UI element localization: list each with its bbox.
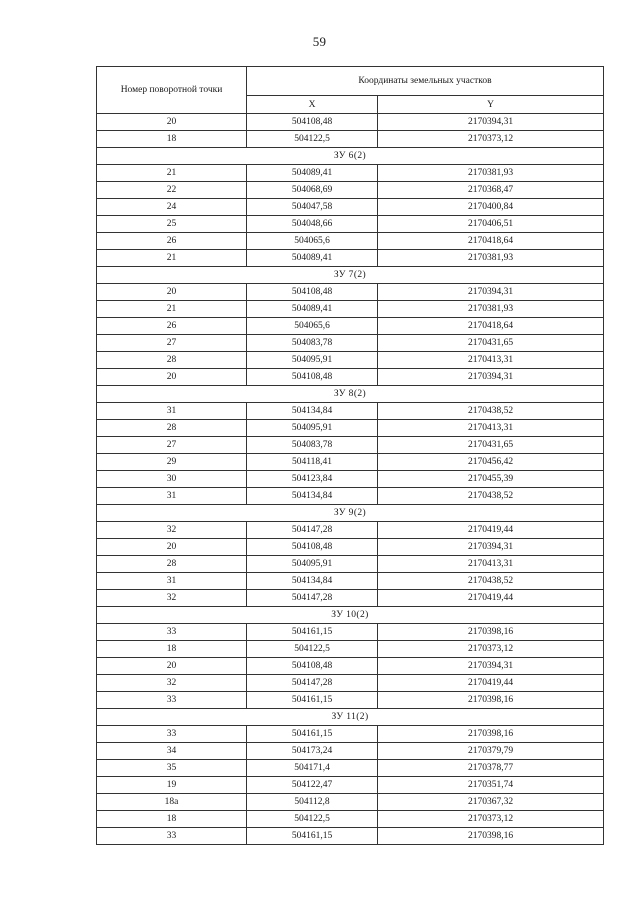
y-coordinate-cell: 2170419,44 [378,590,604,607]
x-coordinate-cell: 504108,48 [247,114,378,131]
point-number-cell: 29 [97,454,247,471]
header-coordinates: Координаты земельных участков [247,67,604,96]
y-coordinate-cell: 2170438,52 [378,488,604,505]
y-coordinate-cell: 2170413,31 [378,556,604,573]
table-row [97,573,604,590]
x-coordinate-cell: 504147,28 [247,590,378,607]
table-row [97,250,604,267]
x-coordinate-cell: 504108,48 [247,369,378,386]
x-coordinate-cell: 504134,84 [247,573,378,590]
table-row [97,182,604,199]
table-row [97,692,604,709]
x-coordinate-cell: 504122,5 [247,811,378,828]
coordinates-table [96,66,604,845]
x-coordinate-cell: 504108,48 [247,284,378,301]
point-number-cell: 33 [97,624,247,641]
point-number-cell: 35 [97,760,247,777]
point-number-cell: 18 [97,641,247,658]
point-number-cell: 33 [97,692,247,709]
y-coordinate-cell: 2170455,39 [378,471,604,488]
table-row [97,420,604,437]
y-coordinate-cell: 2170351,74 [378,777,604,794]
table-row [97,556,604,573]
table-row [97,794,604,811]
point-number-cell: 31 [97,403,247,420]
point-number-cell: 28 [97,420,247,437]
section-row [97,607,604,624]
y-coordinate-cell: 2170419,44 [378,675,604,692]
y-coordinate-cell: 2170400,84 [378,199,604,216]
y-coordinate-cell: 2170438,52 [378,573,604,590]
x-coordinate-cell: 504083,78 [247,437,378,454]
point-number-cell: 26 [97,233,247,250]
point-number-cell: 28 [97,556,247,573]
point-number-cell: 27 [97,335,247,352]
table-row [97,641,604,658]
section-label: ЗУ 10(2) [97,607,604,624]
x-coordinate-cell: 504123,84 [247,471,378,488]
y-coordinate-cell: 2170413,31 [378,420,604,437]
table-row [97,199,604,216]
x-coordinate-cell: 504065,6 [247,233,378,250]
y-coordinate-cell: 2170438,52 [378,403,604,420]
table-row [97,743,604,760]
x-coordinate-cell: 504173,24 [247,743,378,760]
point-number-cell: 27 [97,437,247,454]
x-coordinate-cell: 504161,15 [247,726,378,743]
table-row [97,301,604,318]
x-coordinate-cell: 504095,91 [247,556,378,573]
table-row [97,760,604,777]
table-row [97,590,604,607]
y-coordinate-cell: 2170456,42 [378,454,604,471]
table-header-row [97,67,604,96]
x-coordinate-cell: 504089,41 [247,165,378,182]
table-row [97,811,604,828]
point-number-cell: 21 [97,250,247,267]
y-coordinate-cell: 2170373,12 [378,641,604,658]
x-coordinate-cell: 504108,48 [247,658,378,675]
table-row [97,369,604,386]
point-number-cell: 20 [97,539,247,556]
y-coordinate-cell: 2170373,12 [378,131,604,148]
y-coordinate-cell: 2170418,64 [378,233,604,250]
point-number-cell: 21 [97,165,247,182]
point-number-cell: 32 [97,522,247,539]
table-row [97,165,604,182]
point-number-cell: 28 [97,352,247,369]
y-coordinate-cell: 2170394,31 [378,284,604,301]
x-coordinate-cell: 504089,41 [247,301,378,318]
y-coordinate-cell: 2170419,44 [378,522,604,539]
header-x: X [247,96,378,114]
x-coordinate-cell: 504095,91 [247,420,378,437]
y-coordinate-cell: 2170368,47 [378,182,604,199]
table-row [97,828,604,845]
y-coordinate-cell: 2170413,31 [378,352,604,369]
x-coordinate-cell: 504047,58 [247,199,378,216]
y-coordinate-cell: 2170378,77 [378,760,604,777]
table-row [97,658,604,675]
point-number-cell: 32 [97,675,247,692]
x-coordinate-cell: 504147,28 [247,675,378,692]
y-coordinate-cell: 2170431,65 [378,335,604,352]
table-row [97,539,604,556]
table-row [97,777,604,794]
section-row [97,709,604,726]
y-coordinate-cell: 2170394,31 [378,539,604,556]
x-coordinate-cell: 504161,15 [247,624,378,641]
y-coordinate-cell: 2170431,65 [378,437,604,454]
table-row [97,284,604,301]
x-coordinate-cell: 504095,91 [247,352,378,369]
point-number-cell: 18 [97,131,247,148]
y-coordinate-cell: 2170398,16 [378,692,604,709]
x-coordinate-cell: 504171,4 [247,760,378,777]
point-number-cell: 22 [97,182,247,199]
y-coordinate-cell: 2170394,31 [378,658,604,675]
section-row [97,148,604,165]
point-number-cell: 19 [97,777,247,794]
y-coordinate-cell: 2170406,51 [378,216,604,233]
x-coordinate-cell: 504118,41 [247,454,378,471]
point-number-cell: 21 [97,301,247,318]
section-label: ЗУ 6(2) [97,148,604,165]
table-row [97,675,604,692]
table-row [97,233,604,250]
y-coordinate-cell: 2170398,16 [378,828,604,845]
section-label: ЗУ 9(2) [97,505,604,522]
table-row [97,335,604,352]
x-coordinate-cell: 504083,78 [247,335,378,352]
x-coordinate-cell: 504122,5 [247,641,378,658]
point-number-cell: 24 [97,199,247,216]
table-row [97,624,604,641]
table-row [97,454,604,471]
x-coordinate-cell: 504065,6 [247,318,378,335]
y-coordinate-cell: 2170394,31 [378,114,604,131]
y-coordinate-cell: 2170381,93 [378,165,604,182]
table-row [97,726,604,743]
x-coordinate-cell: 504048,66 [247,216,378,233]
x-coordinate-cell: 504134,84 [247,403,378,420]
table-row [97,471,604,488]
header-point-number: Номер поворотной точки [97,67,247,114]
table-row [97,488,604,505]
point-number-cell: 32 [97,590,247,607]
table-row [97,131,604,148]
y-coordinate-cell: 2170398,16 [378,726,604,743]
x-coordinate-cell: 504161,15 [247,692,378,709]
x-coordinate-cell: 504112,8 [247,794,378,811]
x-coordinate-cell: 504122,47 [247,777,378,794]
point-number-cell: 26 [97,318,247,335]
point-number-cell: 20 [97,658,247,675]
x-coordinate-cell: 504108,48 [247,539,378,556]
x-coordinate-cell: 504134,84 [247,488,378,505]
point-number-cell: 20 [97,284,247,301]
y-coordinate-cell: 2170373,12 [378,811,604,828]
point-number-cell: 18а [97,794,247,811]
y-coordinate-cell: 2170379,79 [378,743,604,760]
point-number-cell: 34 [97,743,247,760]
y-coordinate-cell: 2170418,64 [378,318,604,335]
table-row [97,318,604,335]
point-number-cell: 30 [97,471,247,488]
y-coordinate-cell: 2170398,16 [378,624,604,641]
table-row [97,352,604,369]
x-coordinate-cell: 504089,41 [247,250,378,267]
y-coordinate-cell: 2170394,31 [378,369,604,386]
point-number-cell: 31 [97,488,247,505]
table-row [97,114,604,131]
section-label: ЗУ 7(2) [97,267,604,284]
point-number-cell: 20 [97,114,247,131]
y-coordinate-cell: 2170381,93 [378,301,604,318]
y-coordinate-cell: 2170367,32 [378,794,604,811]
point-number-cell: 33 [97,726,247,743]
table-body [97,114,604,845]
point-number-cell: 25 [97,216,247,233]
x-coordinate-cell: 504161,15 [247,828,378,845]
point-number-cell: 20 [97,369,247,386]
table-row [97,437,604,454]
table-row [97,216,604,233]
point-number-cell: 18 [97,811,247,828]
section-label: ЗУ 8(2) [97,386,604,403]
page-number: 59 [312,34,327,49]
section-row [97,267,604,284]
header-y: Y [378,96,604,114]
table-row [97,403,604,420]
x-coordinate-cell: 504122,5 [247,131,378,148]
section-row [97,386,604,403]
x-coordinate-cell: 504068,69 [247,182,378,199]
point-number-cell: 33 [97,828,247,845]
point-number-cell: 31 [97,573,247,590]
x-coordinate-cell: 504147,28 [247,522,378,539]
section-label: ЗУ 11(2) [97,709,604,726]
table-row [97,522,604,539]
y-coordinate-cell: 2170381,93 [378,250,604,267]
section-row [97,505,604,522]
